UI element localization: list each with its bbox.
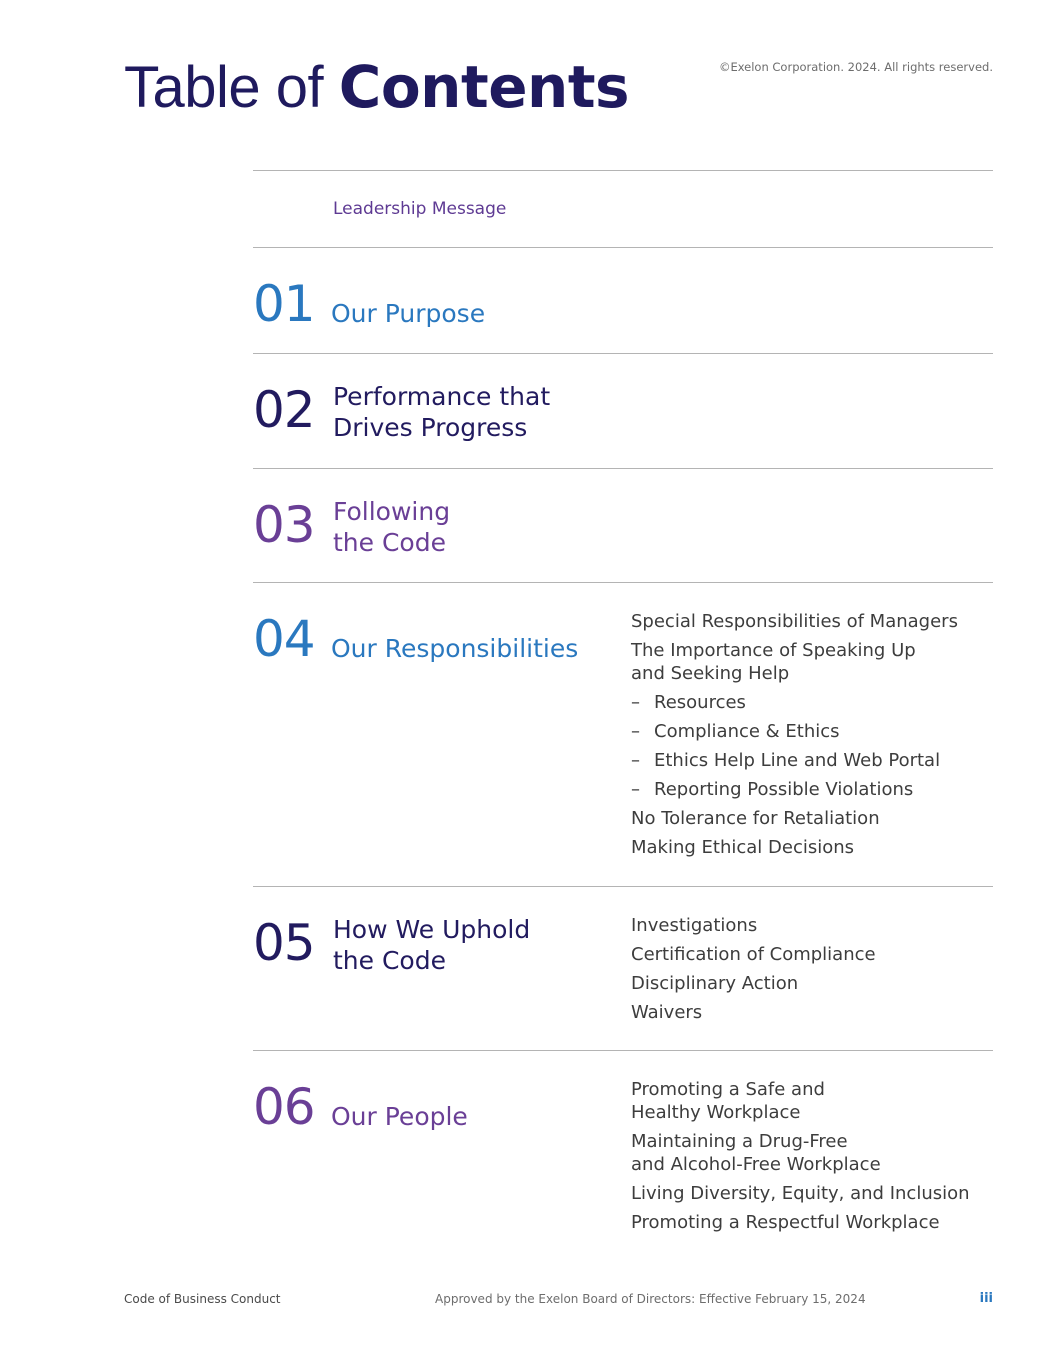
toc-subsection-label: Disciplinary Action: [631, 973, 799, 994]
toc-link-our-people[interactable]: Our People: [331, 1102, 468, 1131]
toc-subsection-link[interactable]: [631, 914, 971, 937]
divider: [253, 170, 993, 171]
toc-subsection-link[interactable]: [631, 778, 971, 801]
toc-subsection-link[interactable]: [631, 1211, 971, 1234]
divider: [253, 886, 993, 887]
section-number-06: 06: [253, 1078, 315, 1136]
toc-subsection-link[interactable]: [631, 836, 971, 859]
toc-subsection-link[interactable]: [631, 1130, 971, 1176]
toc-subsection-label: Promoting a Respectful Workplace: [631, 1212, 940, 1233]
toc-subsection-label: Living Diversity, Equity, and Inclusion: [631, 1183, 970, 1204]
toc-subsection-label: Reporting Possible Violations: [654, 779, 914, 800]
dash-marker: –: [631, 721, 640, 742]
toc-link-leadership-message[interactable]: Leadership Message: [333, 199, 507, 219]
toc-link-our-purpose[interactable]: Our Purpose: [331, 299, 486, 328]
subsection-list: [631, 610, 971, 865]
toc-subsection-label: The Importance of Speaking Up and Seeking Help: [631, 640, 916, 684]
toc-subsection-label: Resources: [654, 692, 746, 713]
divider: [253, 247, 993, 248]
toc-subsection-link[interactable]: [631, 1001, 971, 1024]
toc-subsection-link[interactable]: [631, 807, 971, 830]
page-title: [124, 52, 629, 123]
footer-document-title: Code of Business Conduct: [124, 1292, 281, 1306]
toc-subsection-link[interactable]: [631, 943, 971, 966]
toc-subsection-label: Maintaining a Drug-Free and Alcohol-Free Workplace: [631, 1131, 881, 1175]
toc-link-following-the-code[interactable]: Following the Code: [333, 497, 451, 557]
dash-marker: –: [631, 750, 640, 771]
toc-subsection-link[interactable]: [631, 972, 971, 995]
title-light-part: Table of: [124, 55, 339, 120]
toc-link-performance-that-drives-progress[interactable]: Performance that Drives Progress: [333, 382, 551, 442]
toc-subsection-label: Ethics Help Line and Web Portal: [654, 750, 941, 771]
toc-subsection-label: Compliance & Ethics: [654, 721, 840, 742]
section-number-05: 05: [253, 914, 315, 972]
toc-subsection-link[interactable]: [631, 720, 971, 743]
divider: [253, 468, 993, 469]
copyright-notice: ©Exelon Corporation. 2024. All rights reserved.: [718, 60, 993, 74]
toc-subsection-link[interactable]: [631, 639, 971, 685]
toc-subsection-label: Special Responsibilities of Managers: [631, 611, 958, 632]
toc-subsection-label: Making Ethical Decisions: [631, 837, 855, 858]
divider: [253, 353, 993, 354]
dash-marker: –: [631, 692, 640, 713]
toc-subsection-label: Investigations: [631, 915, 758, 936]
toc-link-how-we-uphold-the-code[interactable]: How We Uphold the Code: [333, 915, 531, 975]
toc-subsection-label: No Tolerance for Retaliation: [631, 808, 880, 829]
section-number-01: 01: [253, 275, 315, 333]
toc-subsection-label: Waivers: [631, 1002, 703, 1023]
section-number-02: 02: [253, 381, 315, 439]
toc-subsection-link[interactable]: [631, 1182, 971, 1205]
toc-subsection-link[interactable]: [631, 749, 971, 772]
subsection-list: [631, 1078, 971, 1240]
section-number-04: 04: [253, 610, 315, 668]
subsection-list: [631, 914, 971, 1030]
toc-link-our-responsibilities[interactable]: Our Responsibilities: [331, 634, 579, 663]
section-number-03: 03: [253, 496, 315, 554]
toc-subsection-link[interactable]: [631, 1078, 971, 1124]
dash-marker: –: [631, 779, 640, 800]
toc-subsection-label: Promoting a Safe and Healthy Workplace: [631, 1079, 825, 1123]
divider: [253, 1050, 993, 1051]
divider: [253, 582, 993, 583]
toc-subsection-link[interactable]: [631, 610, 971, 633]
toc-subsection-link[interactable]: [631, 691, 971, 714]
title-bold-part: Contents: [338, 53, 630, 121]
page-number: iii: [979, 1291, 993, 1306]
toc-subsection-label: Certification of Compliance: [631, 944, 876, 965]
footer-approval-note: Approved by the Exelon Board of Directors: Effective February 15, 2024: [435, 1292, 866, 1306]
